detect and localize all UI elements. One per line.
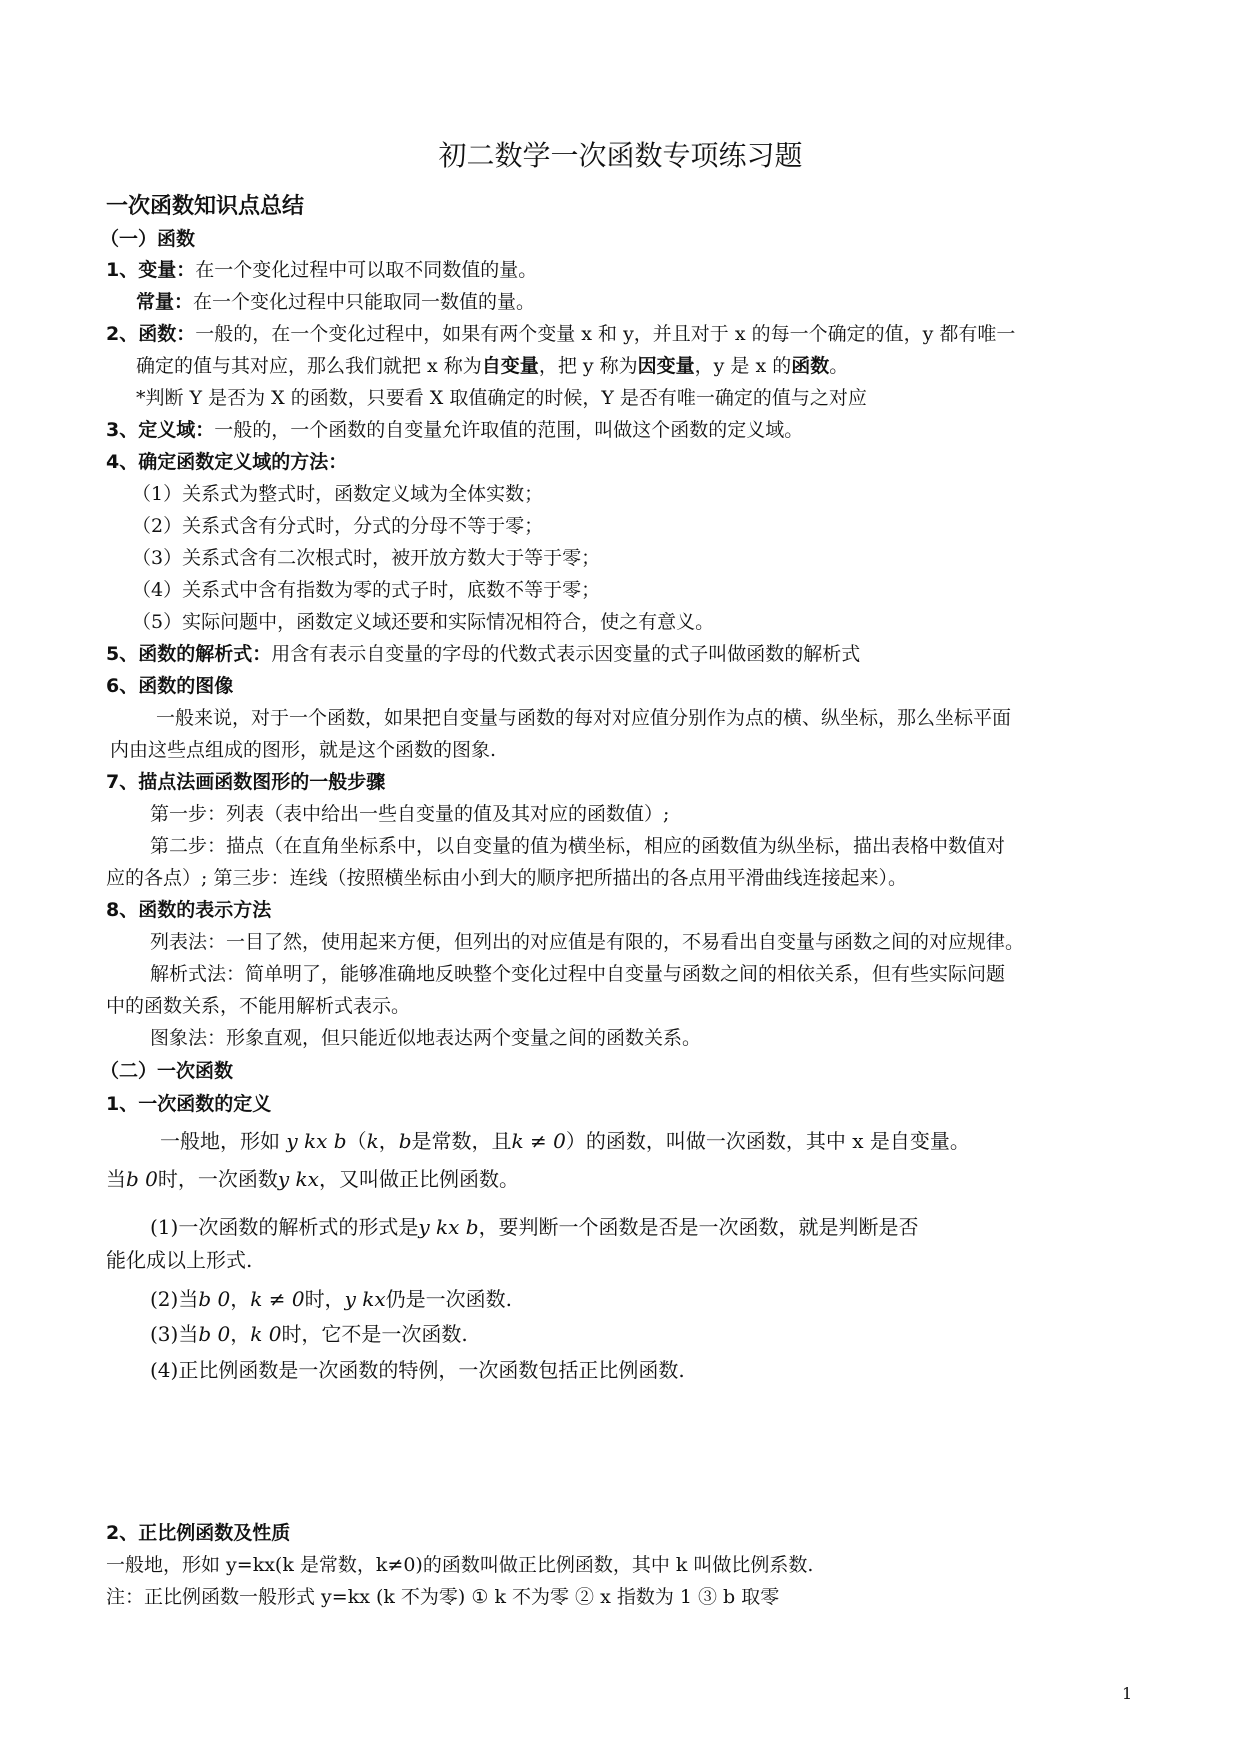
text-run: ， [230,1322,251,1346]
item-domain-methods: 4、确定函数定义域的方法： [106,451,348,473]
item-label: 3、定义域： [106,419,215,441]
formula: k ≠ 0 [511,1129,566,1153]
item-text: 用含有表示自变量的字母的代数式表示因变量的式子叫做函数的解析式 [271,643,861,665]
list-item: （5）实际问题中，函数定义域还要和实际情况相符合，使之有意义。 [132,611,715,633]
text-run: 是常数，且 [411,1129,512,1153]
item-text: 在一个变化过程中可以取不同数值的量。 [195,259,538,281]
proportional-heading: 2、正比例函数及性质 [106,1522,291,1544]
paragraph-line: 内由这些点组成的图形，就是这个函数的图象. [110,739,497,761]
part-heading-linear: （二）一次函数 [100,1060,234,1082]
formula: b [398,1129,412,1153]
item-text: 一般的，在一个变化过程中，如果有两个变量 x 和 y，并且对于 x 的每一个确定的值，y 都有唯一 [195,323,1016,345]
text-run: ）的函数，叫做一次函数，其中 x 是自变量。 [565,1129,970,1153]
point-3 [150,1320,468,1348]
point-1-cont: 能化成以上形式. [106,1248,253,1272]
text-run: 当 [106,1167,126,1191]
page-title: 初二数学一次函数专项练习题 [438,139,803,172]
item-function-note: *判断 Y 是否为 X 的函数，只要看 X 取值确定的时候，Y 是否有唯一确定的值与之对应 [136,387,867,409]
text-run: (3)当 [150,1322,199,1346]
formula: y kx b [286,1129,347,1153]
paragraph-line: 第一步：列表（表中给出一些自变量的值及其对应的函数值）; [150,803,670,825]
paragraph-line: 一般来说，对于一个函数，如果把自变量与函数的每对对应值分别作为点的横、纵坐标，那么坐标平面 [156,707,1012,729]
point-2 [150,1285,512,1313]
formula: b 0 [126,1167,158,1191]
list-item: （2）关系式含有分式时，分式的分母不等于零； [132,515,544,537]
item-label: 2、函数： [106,323,196,345]
item-function [106,320,1015,348]
paragraph-line: 图象法：形象直观，但只能近似地表达两个变量之间的函数关系。 [150,1027,702,1049]
formula: k 0 [250,1322,282,1346]
item-representation: 8、函数的表示方法 [106,899,272,921]
paragraph-line: 中的函数关系，不能用解析式表示。 [106,995,411,1017]
formula: k ≠ 0 [250,1287,305,1311]
text-run: 仍是一次函数. [385,1287,512,1311]
paragraph-line: 列表法：一目了然，使用起来方便，但列出的对应值是有限的，不易看出自变量与函数之间的对应规律。 [150,931,1025,953]
item-text: 一般的，一个函数的自变量允许取值的范围，叫做这个函数的定义域。 [214,419,804,441]
list-item: （1）关系式为整式时，函数定义域为全体实数； [132,483,544,505]
text-run: ，y 是 x 的 [694,355,792,377]
text-run: （ [346,1129,367,1153]
term-function: 函数 [791,355,830,377]
list-item: （3）关系式含有二次根式时，被开放方数大于等于零； [132,547,601,569]
text-run: (2)当 [150,1287,199,1311]
paragraph-line: 解析式法：简单明了，能够准确地反映整个变化过程中自变量与函数之间的相依关系，但有些实际问题 [150,963,1006,985]
part-heading-function: （一）函数 [100,228,196,250]
proportional-definition-line [106,1165,519,1193]
proportional-note: 注：正比例函数一般形式 y=kx (k 不为零) ① k 不为零 ② x 指数为 1 ③ b 取零 [106,1586,780,1608]
formula: b 0 [198,1322,231,1346]
section-heading: 一次函数知识点总结 [106,194,305,219]
text-run: ，又叫做正比例函数。 [318,1167,519,1191]
formula: k [366,1129,379,1153]
proportional-definition: 一般地，形如 y=kx(k 是常数，k≠0)的函数叫做正比例函数，其中 k 叫做比例系数. [106,1554,814,1576]
formula: y kx [344,1287,386,1311]
text-run: 一般地，形如 [160,1129,287,1153]
paragraph-line: 应的各点）; 第三步：连线（按照横坐标由小到大的顺序把所描出的各点用平滑曲线连接起来）。 [106,867,907,889]
point-1 [150,1213,919,1241]
list-item: （4）关系式中含有指数为零的式子时，底数不等于零； [132,579,601,601]
formula: y kx b [418,1215,479,1239]
item-graph: 6、函数的图像 [106,675,234,697]
page-number: 1 [1122,1684,1133,1703]
item-function-cont [136,352,848,380]
term-independent-variable: 自变量 [481,355,539,377]
item-plotting-steps: 7、描点法画函数图形的一般步骤 [106,771,386,793]
text-run: 时，一次函数 [157,1167,278,1191]
text-run: 。 [829,355,849,377]
item-label: 5、函数的解析式： [106,643,272,665]
item-expression [106,640,860,668]
formula: y kx [277,1167,319,1191]
item-variable [106,256,537,284]
item-domain [106,416,803,444]
paragraph-line: 第二步：描点（在直角坐标系中，以自变量的值为横坐标，相应的函数值为纵坐标，描出表格中数值对 [150,835,1006,857]
text-run: (1)一次函数的解析式的形式是 [150,1215,419,1239]
text-run: 确定的值与其对应，那么我们就把 x 称为 [136,355,482,377]
item-constant [136,288,535,316]
text-run: ，要判断一个函数是否是一次函数，就是判断是否 [478,1215,919,1239]
point-4: (4)正比例函数是一次函数的特例，一次函数包括正比例函数. [150,1358,685,1382]
linear-definition-heading: 1、一次函数的定义 [106,1093,272,1115]
text-run: 时， [304,1287,345,1311]
text-run: 时，它不是一次函数. [281,1322,468,1346]
text-run: ， [230,1287,251,1311]
item-label: 常量： [136,291,194,313]
formula: b 0 [198,1287,231,1311]
text-run: ， [378,1129,399,1153]
item-text: 在一个变化过程中只能取同一数值的量。 [193,291,536,313]
term-dependent-variable: 因变量 [637,355,695,377]
linear-definition-line [160,1127,970,1155]
item-label: 1、变量： [106,259,196,281]
text-run: ，把 y 称为 [538,355,638,377]
